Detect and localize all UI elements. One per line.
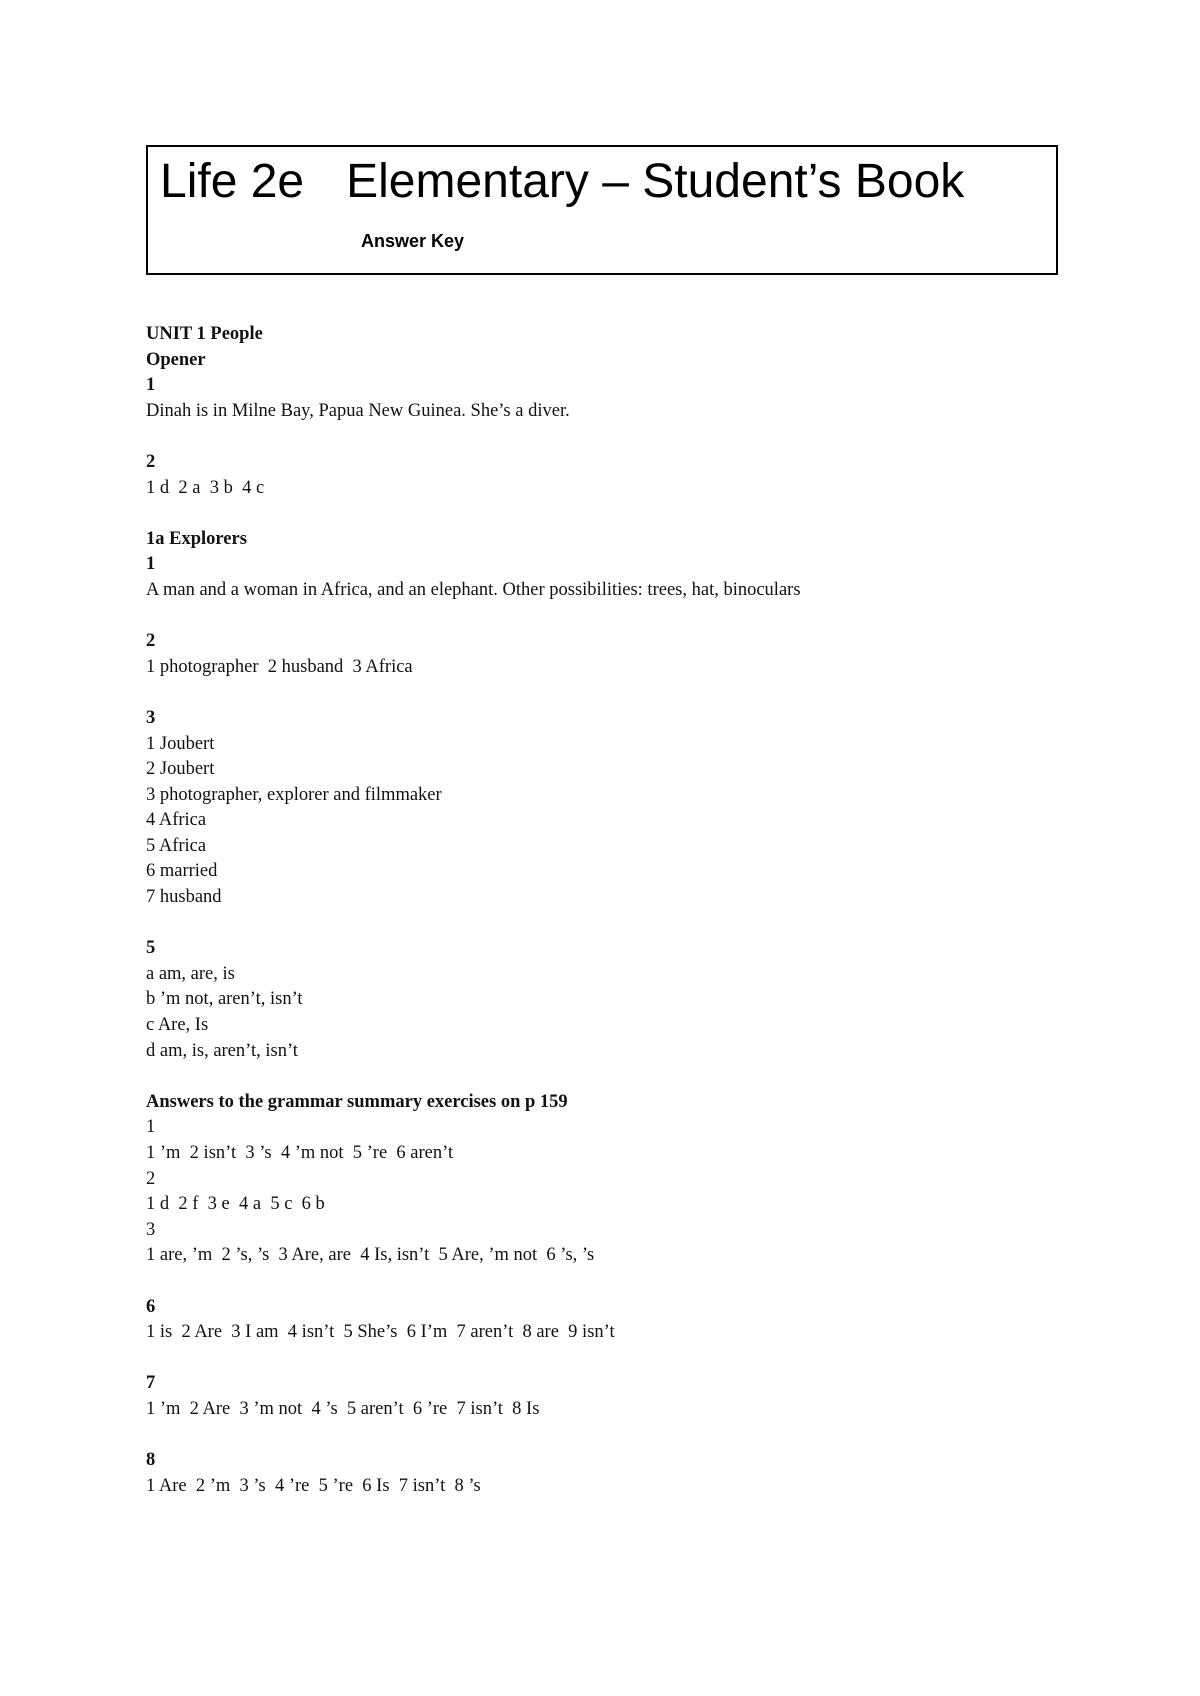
- exercise-answer: 1 photographer 2 husband 3 Africa: [146, 656, 413, 677]
- spacer: [146, 680, 1106, 706]
- answer-line: 6 married: [146, 861, 218, 882]
- exercise-number: 1: [146, 554, 156, 575]
- book-title: Elementary – Student’s Book: [346, 155, 965, 208]
- answer-line: c Are, Is: [146, 1015, 209, 1036]
- exercise-number: 5: [146, 938, 156, 959]
- section-heading-1a: 1a Explorers: [146, 528, 247, 549]
- spacer: [146, 1269, 1106, 1295]
- grammar-item-answer: 1 d 2 f 3 e 4 a 5 c 6 b: [146, 1194, 325, 1215]
- exercise-number: 2: [146, 451, 156, 472]
- exercise-number: 6: [146, 1296, 156, 1317]
- title-line: [160, 149, 964, 215]
- answer-line: a am, are, is: [146, 963, 235, 984]
- grammar-item-answer: 1 are, ’m 2 ’s, ’s 3 Are, are 4 Is, isn’t 5 Are, ’m not 6 ’s, ’s: [146, 1245, 595, 1266]
- grammar-item-number: 3: [146, 1219, 156, 1240]
- answer-line: 1 Joubert: [146, 733, 215, 754]
- document-subtitle: Answer Key: [361, 231, 465, 251]
- series-name: Life 2e: [160, 155, 305, 208]
- grammar-item-number: 1: [146, 1117, 156, 1138]
- exercise-answer: 1 d 2 a 3 b 4 c: [146, 477, 265, 498]
- answer-line: 2 Joubert: [146, 759, 215, 780]
- answer-line: 3 photographer, explorer and filmmaker: [146, 784, 442, 805]
- spacer: [146, 1423, 1106, 1449]
- grammar-item-number: 2: [146, 1168, 156, 1189]
- answer-line: b ’m not, aren’t, isn’t: [146, 989, 303, 1010]
- exercise-answer: Dinah is in Milne Bay, Papua New Guinea. She’s a diver.: [146, 400, 570, 421]
- unit-title: UNIT 1 People: [146, 324, 263, 344]
- exercise-answer: 1 is 2 Are 3 I am 4 isn’t 5 She’s 6 I’m 7 aren’t 8 are 9 isn’t: [146, 1322, 615, 1343]
- spacer: [146, 1064, 1106, 1090]
- grammar-item-answer: 1 ’m 2 isn’t 3 ’s 4 ’m not 5 ’re 6 aren’t: [146, 1143, 454, 1163]
- answer-line: 4 Africa: [146, 810, 207, 831]
- section-heading-opener: Opener: [146, 349, 206, 370]
- exercise-answer: A man and a woman in Africa, and an elephant. Other possibilities: trees, hat, binoculars: [146, 579, 801, 600]
- exercise-number: 7: [146, 1373, 156, 1394]
- answer-line: 5 Africa: [146, 835, 207, 856]
- spacer: [146, 501, 1106, 527]
- exercise-number: 1: [146, 375, 156, 396]
- exercise-answer: 1 ’m 2 Are 3 ’m not 4 ’s 5 aren’t 6 ’re 7 isn’t 8 Is: [146, 1398, 540, 1419]
- exercise-number: 8: [146, 1450, 156, 1471]
- spacer: [146, 424, 1106, 450]
- spacer: [146, 604, 1106, 630]
- answer-key-content: [146, 322, 1106, 1499]
- exercise-number: 3: [146, 707, 156, 728]
- spacer: [146, 911, 1106, 937]
- spacer: [146, 1346, 1106, 1372]
- exercise-answer: 1 Are 2 ’m 3 ’s 4 ’re 5 ’re 6 Is 7 isn’t 8 ’s: [146, 1475, 481, 1496]
- title-box: [146, 145, 1058, 275]
- answer-line: 7 husband: [146, 887, 222, 908]
- answer-line: d am, is, aren’t, isn’t: [146, 1040, 298, 1061]
- grammar-summary-heading: Answers to the grammar summary exercises on p 159: [146, 1091, 568, 1112]
- exercise-number: 2: [146, 631, 156, 652]
